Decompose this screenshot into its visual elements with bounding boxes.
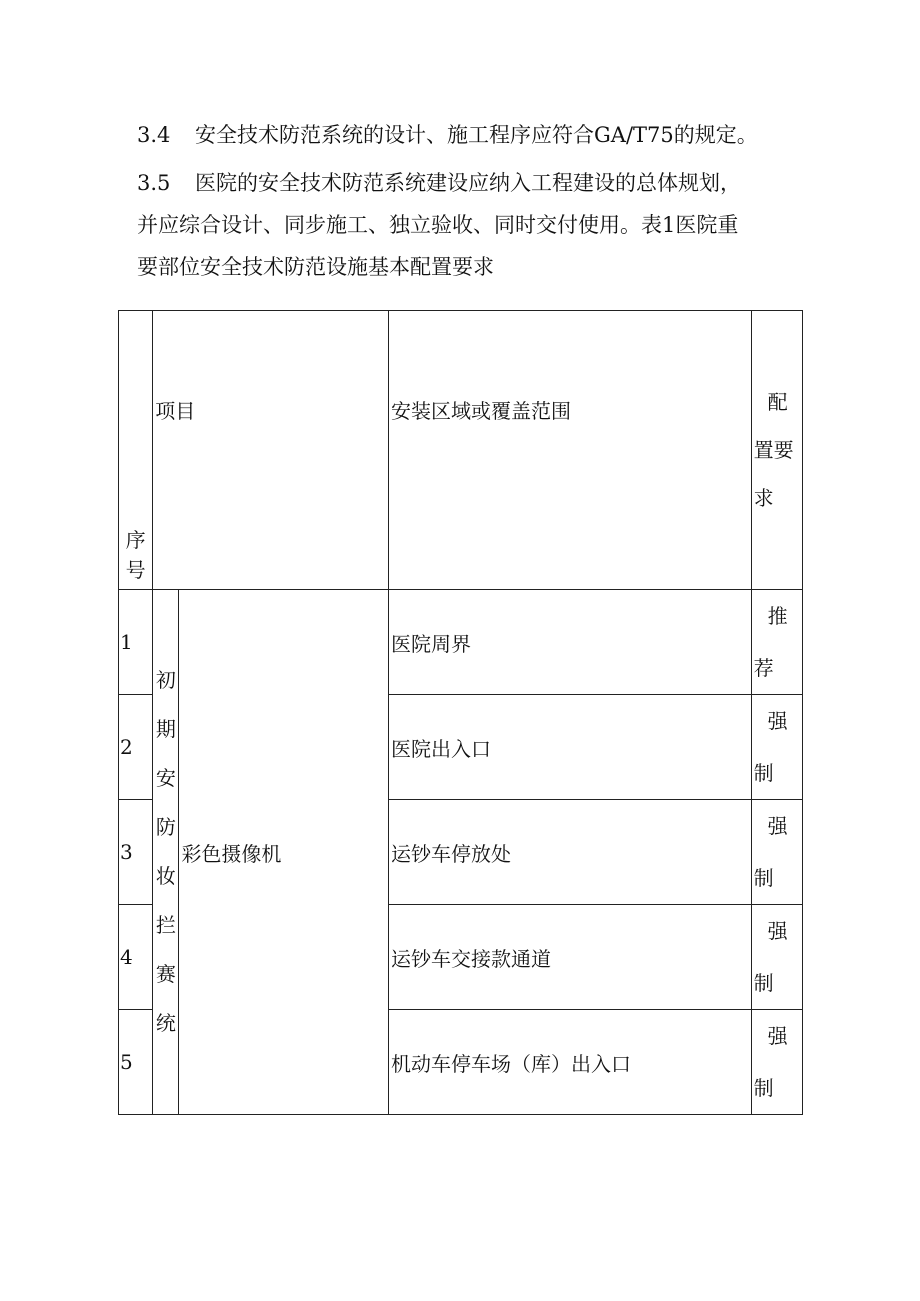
clause-number: 3.5: [137, 171, 171, 195]
requirement-cell: 强 制: [751, 1010, 802, 1115]
clause-line-3: 要部位安全技术防范设施基本配置要求: [137, 255, 494, 279]
row-number: 4: [119, 905, 153, 1010]
clause-line-1: [137, 162, 837, 204]
header-install-area: 安装区域或覆盖范围: [388, 311, 751, 590]
area-cell: 医院周界: [388, 590, 751, 695]
clause-text: 安全技术防范系统的设计、施工程序应符合GA/T75的规定。: [195, 123, 758, 147]
row-number: 1: [119, 590, 153, 695]
paragraph-3-4: [137, 114, 837, 156]
paragraph-3-5: [137, 162, 837, 288]
area-cell: 机动车停车场（库）出入口: [388, 1010, 751, 1115]
row-number: 2: [119, 695, 153, 800]
area-cell: 医院出入口: [388, 695, 751, 800]
header-config-requirement: 配 置要 求: [751, 311, 802, 590]
area-cell: 运钞车交接款通道: [388, 905, 751, 1010]
requirement-cell: 强 制: [751, 695, 802, 800]
header-serial-number: 序 号: [119, 311, 153, 590]
clause-number: 3.4: [137, 123, 171, 147]
security-config-table: [118, 310, 803, 1115]
requirement-cell: 强 制: [751, 905, 802, 1010]
clause-line-2: 并应综合设计、同步施工、独立验收、同时交付使用。表1医院重: [137, 213, 739, 237]
device-cell: 彩色摄像机: [179, 590, 389, 1115]
area-cell: 运钞车停放处: [388, 800, 751, 905]
category-cell: 初 期 安 防 妆 拦 赛 统: [153, 590, 179, 1115]
requirement-cell: 强 制: [751, 800, 802, 905]
row-number: 3: [119, 800, 153, 905]
table-row: [119, 590, 803, 695]
clause-text: 医院的安全技术防范系统建设应纳入工程建设的总体规划，: [195, 171, 741, 195]
table-header-row: [119, 311, 803, 590]
header-item: 项目: [153, 311, 389, 590]
requirement-cell: 推 荐: [751, 590, 802, 695]
row-number: 5: [119, 1010, 153, 1115]
